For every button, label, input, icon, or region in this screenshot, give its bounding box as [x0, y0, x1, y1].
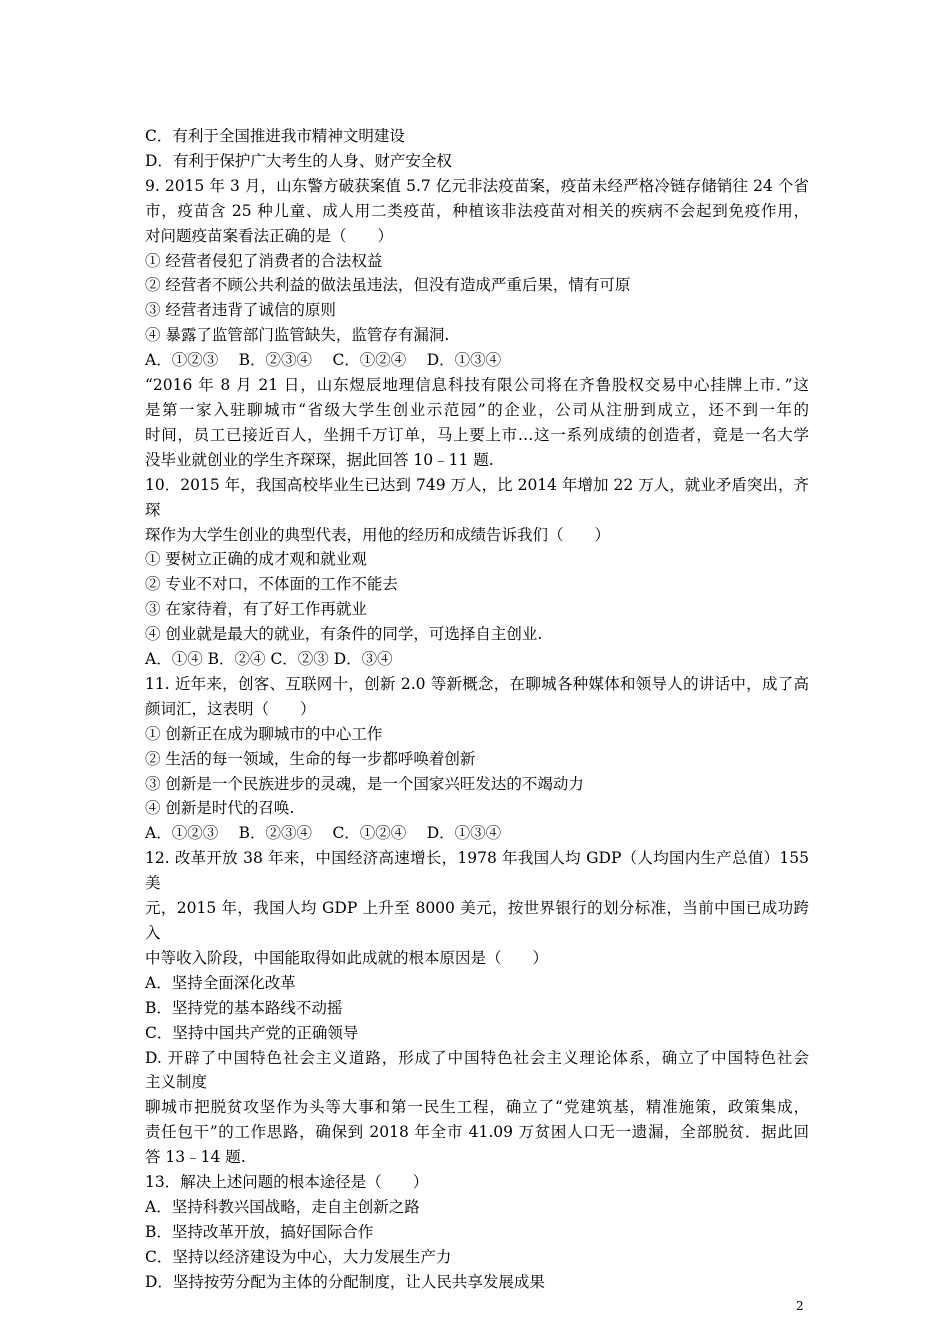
q11-statement: ③ 创新是一个民族进步的灵魂，是一个国家兴旺发达的不竭动力 [145, 774, 584, 793]
material-13-14-line: 答 13﹣14 题. [145, 1148, 246, 1167]
material-10-11-line: “2016 年 8 月 21 日，山东煜辰地理信息科技有限公司将在齐鲁股权交易中心挂牌上市．”这 [145, 376, 809, 395]
q9-stem-line: 市，疫苗含 25 种儿童、成人用二类疫苗，种植该非法疫苗对相关的疾病不会起到免疫作用， [145, 201, 809, 220]
q10-statement: ④ 创业就是最大的就业，有条件的同学，可选择自主创业. [145, 625, 543, 644]
q11-statement: ④ 创新是时代的召唤. [145, 799, 295, 818]
q10-statement: ③ 在家待着，有了好工作再就业 [145, 600, 367, 619]
q9-statement: ④ 暴露了监管部门监管缺失，监管存有漏洞. [145, 326, 450, 345]
q12-stem-line: 元，2015 年，我国人均 GDP 上升至 8000 美元，按世界银行的划分标准，当前中国已成功跨入 [145, 899, 809, 942]
q13-option: C．坚持以经济建设为中心，大力发展生产力 [145, 1247, 452, 1266]
q12-stem-line: 12. 改革开放 38 年来，中国经济高速增长，1978 年我国人均 GDP（人均国内生产总值）155 美 [145, 849, 809, 893]
q13-option: D．坚持按劳分配为主体的分配制度，让人民共享发展成果 [145, 1272, 545, 1291]
material-10-11-line: 时间，员工已接近百人，坐拥千万订单，马上要上市…这一系列成绩的创造者，竟是一名大学 [145, 425, 809, 444]
q10-options: A．①④ B．②④ C．②③ D．③④ [145, 650, 393, 669]
q9-statement: ② 经营者不顾公共利益的做法虽违法，但没有造成严重后果，情有可原 [145, 276, 631, 295]
q11-stem-line: 11. 近年来，创客、互联网十，创新 2.0 等新概念，在聊城各种媒体和领导人的讲话中，成了高 [145, 674, 809, 693]
q9-stem-line: 9. 2015 年 3 月，山东警方破获案值 5.7 亿元非法疫苗案，疫苗未经严格冷链存储销往 24 个省 [145, 176, 809, 195]
q11-options: A．①②③ B．②③④ C．①②④ D．①③④ [145, 824, 502, 843]
material-13-14-line: 聊城市把脱贫攻坚作为头等大事和第一民生工程，确立了“党建筑基，精准施策，政策集成， [145, 1098, 809, 1117]
q12-option: B．坚持党的基本路线不动摇 [145, 998, 343, 1017]
q8-option-c: C．有利于全国推进我市精神文明建设 [145, 127, 405, 145]
q12-stem-line: 中等收入阶段，中国能取得如此成就的根本原因是（ ） [145, 948, 549, 967]
q10-statement: ① 要树立正确的成才观和就业观 [145, 550, 367, 569]
q13-option: B．坚持改革开放，搞好国际合作 [145, 1222, 374, 1241]
q11-stem-line: 颜词汇，这表明（ ） [145, 699, 316, 718]
q9-statement: ① 经营者侵犯了消费者的合法权益 [145, 251, 383, 270]
q8-option-d: D．有利于保护广大考生的人身、财产安全权 [145, 151, 452, 170]
q10-stem-line: 10．2015 年，我国高校毕业生已达到 749 万人，比 2014 年增加 22 万人，就业矛盾突出，齐琛 [145, 475, 809, 519]
q9-statement: ③ 经营者违背了诚信的原则 [145, 301, 336, 320]
material-13-14-line: 责任包干”的工作思路，确保到 2018 年全市 41.09 万贫困人口无一遗漏，全部脱贫．据此回 [145, 1123, 809, 1142]
page-number: 2 [796, 1299, 804, 1313]
q9-options: A．①②③ B．②③④ C．①②④ D．①③④ [145, 351, 502, 370]
q9-stem-line: 对问题疫苗案看法正确的是（ ） [145, 226, 394, 245]
page-content [145, 124, 809, 1295]
material-10-11-line: 没毕业就创业的学生齐琛琛，据此回答 10﹣11 题. [145, 450, 494, 469]
q10-statement: ② 专业不对口，不体面的工作不能去 [145, 575, 398, 594]
q12-option: D. 开辟了中国特色社会主义道路，形成了中国特色社会主义理论体系，确立了中国特色社会 [145, 1048, 809, 1067]
q10-stem-line: 琛作为大学生创业的典型代表，用他的经历和成绩告诉我们（ ） [145, 525, 611, 544]
q13-stem: 13．解决上述问题的根本途径是（ ） [145, 1173, 429, 1192]
q11-statement: ① 创新正在成为聊城市的中心工作 [145, 724, 383, 743]
q12-option: A．坚持全面深化改革 [145, 973, 296, 992]
q13-option: A．坚持科教兴国战略，走自主创新之路 [145, 1197, 420, 1216]
q12-option: 主义制度 [145, 1073, 208, 1092]
material-10-11-line: 是第一家入驻聊城市“省级大学生创业示范园”的企业，公司从注册到成立，还不到一年的 [145, 400, 809, 419]
q12-option: C．坚持中国共产党的正确领导 [145, 1023, 359, 1042]
q11-statement: ② 生活的每一领域，生命的每一步都呼唤着创新 [145, 749, 476, 768]
